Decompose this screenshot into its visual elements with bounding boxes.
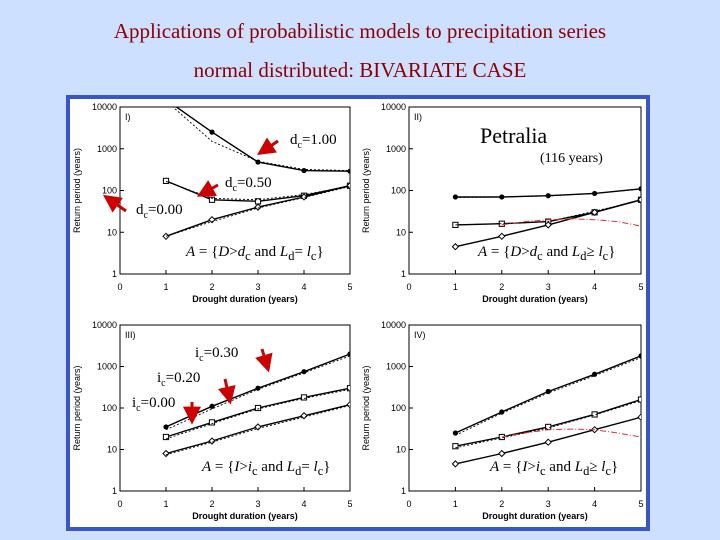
x-tick-label: 0 xyxy=(406,499,412,509)
y-axis-label: Return period (years) xyxy=(72,365,82,451)
chart-panel-4 xyxy=(361,320,644,521)
panel-label: II) xyxy=(414,112,422,122)
y-axis-label: Return period (years) xyxy=(361,365,371,451)
data-point-open-square xyxy=(209,420,214,425)
data-point-filled-circle xyxy=(163,424,168,429)
annotation-dc-1: $d_c=1.00$ xyxy=(290,132,337,151)
y-tick-label: 1000 xyxy=(96,361,117,372)
x-tick-label: 5 xyxy=(347,282,353,292)
data-point-open-square xyxy=(255,405,260,410)
x-tick-label: 1 xyxy=(452,499,458,509)
event-set-panel-1: $A = \{D>d_c$ and $L_d= l_c$} xyxy=(186,244,324,263)
annotation-ic-0-3: $i_c=0.30$ xyxy=(195,345,239,364)
event-set-panel-2: $A = \{D>d_c$ and $L_d\ge l_c$} xyxy=(478,244,616,263)
slide-title-line2: normal distributed: BIVARIATE CASE xyxy=(193,58,527,82)
data-point-filled-circle xyxy=(638,186,643,191)
y-tick-label: 1 xyxy=(111,269,117,279)
x-tick-label: 0 xyxy=(406,282,412,292)
y-tick-label: 100 xyxy=(101,185,117,196)
event-set-panel-4: $A = \{I>i_c$ and $L_d\ge l_c$} xyxy=(490,459,619,478)
y-tick-label: 10000 xyxy=(91,102,117,112)
y-tick-label: 100 xyxy=(390,403,406,413)
station-years: (116 years) xyxy=(540,151,603,166)
y-tick-label: 100 xyxy=(101,403,117,413)
data-point-filled-circle xyxy=(453,194,458,199)
annotation-dc-0: $d_c=0.00$ xyxy=(136,202,183,221)
y-tick-label: 10000 xyxy=(91,320,117,330)
panel-label: I) xyxy=(125,112,131,122)
x-tick-label: 2 xyxy=(209,499,215,509)
figure-frame xyxy=(66,95,650,531)
x-tick-label: 1 xyxy=(163,499,169,509)
data-point-filled-circle xyxy=(301,369,306,374)
annotation-dc-0-5: $d_c=0.50$ xyxy=(225,175,272,194)
x-tick-label: 0 xyxy=(117,282,123,292)
y-tick-label: 1000 xyxy=(385,143,406,154)
x-tick-label: 4 xyxy=(592,282,598,292)
x-tick-label: 4 xyxy=(301,282,307,292)
y-tick-label: 10000 xyxy=(380,102,406,112)
data-point-filled-circle xyxy=(209,130,214,135)
annotation-ic-0-2: $i_c=0.20$ xyxy=(157,370,201,389)
x-tick-label: 5 xyxy=(638,282,644,292)
data-point-filled-circle xyxy=(347,351,352,356)
y-tick-label: 10 xyxy=(106,227,117,238)
y-tick-label: 100 xyxy=(390,185,406,196)
station-name: Petralia xyxy=(480,123,548,148)
x-axis-label: Drought duration (years) xyxy=(192,511,298,521)
data-point-filled-circle xyxy=(347,169,352,174)
x-tick-label: 5 xyxy=(638,499,644,509)
data-point-filled-circle xyxy=(255,386,260,391)
y-tick-label: 1 xyxy=(400,269,406,279)
y-tick-label: 1000 xyxy=(385,361,406,372)
y-tick-label: 1 xyxy=(111,486,117,496)
x-tick-label: 3 xyxy=(545,282,551,292)
x-axis-label: Drought duration (years) xyxy=(482,294,588,304)
annotation-ic-0: $i_c=0.00$ xyxy=(132,395,176,414)
y-tick-label: 10000 xyxy=(380,320,406,330)
y-tick-label: 10 xyxy=(395,227,406,238)
x-tick-label: 1 xyxy=(163,282,169,292)
panel-label: IV) xyxy=(414,330,426,340)
x-tick-label: 1 xyxy=(452,282,458,292)
x-axis-label: Drought duration (years) xyxy=(482,511,588,521)
x-tick-label: 3 xyxy=(255,499,261,509)
y-tick-label: 10 xyxy=(395,444,406,455)
data-point-open-square xyxy=(453,444,458,449)
x-tick-label: 3 xyxy=(255,282,261,292)
x-tick-label: 5 xyxy=(347,499,353,509)
x-tick-label: 2 xyxy=(499,499,505,509)
y-tick-label: 1000 xyxy=(96,143,117,154)
panel-label: III) xyxy=(125,330,136,340)
x-tick-label: 4 xyxy=(301,499,307,509)
data-point-open-square xyxy=(163,178,168,183)
y-axis-label: Return period (years) xyxy=(72,147,82,234)
x-axis-label: Drought duration (years) xyxy=(192,294,298,304)
y-tick-label: 10 xyxy=(106,444,117,455)
x-tick-label: 0 xyxy=(117,499,123,509)
event-set-panel-3: $A = \{I>i_c$ and $L_d= l_c$} xyxy=(202,459,331,478)
x-tick-label: 2 xyxy=(209,282,215,292)
x-tick-label: 2 xyxy=(499,282,505,292)
x-tick-label: 4 xyxy=(592,499,598,509)
slide-title-line1: Applications of probabilistic models to precipitation series xyxy=(113,19,607,43)
y-axis-label: Return period (years) xyxy=(361,147,371,234)
y-tick-label: 1 xyxy=(400,486,406,496)
x-tick-label: 3 xyxy=(545,499,551,509)
